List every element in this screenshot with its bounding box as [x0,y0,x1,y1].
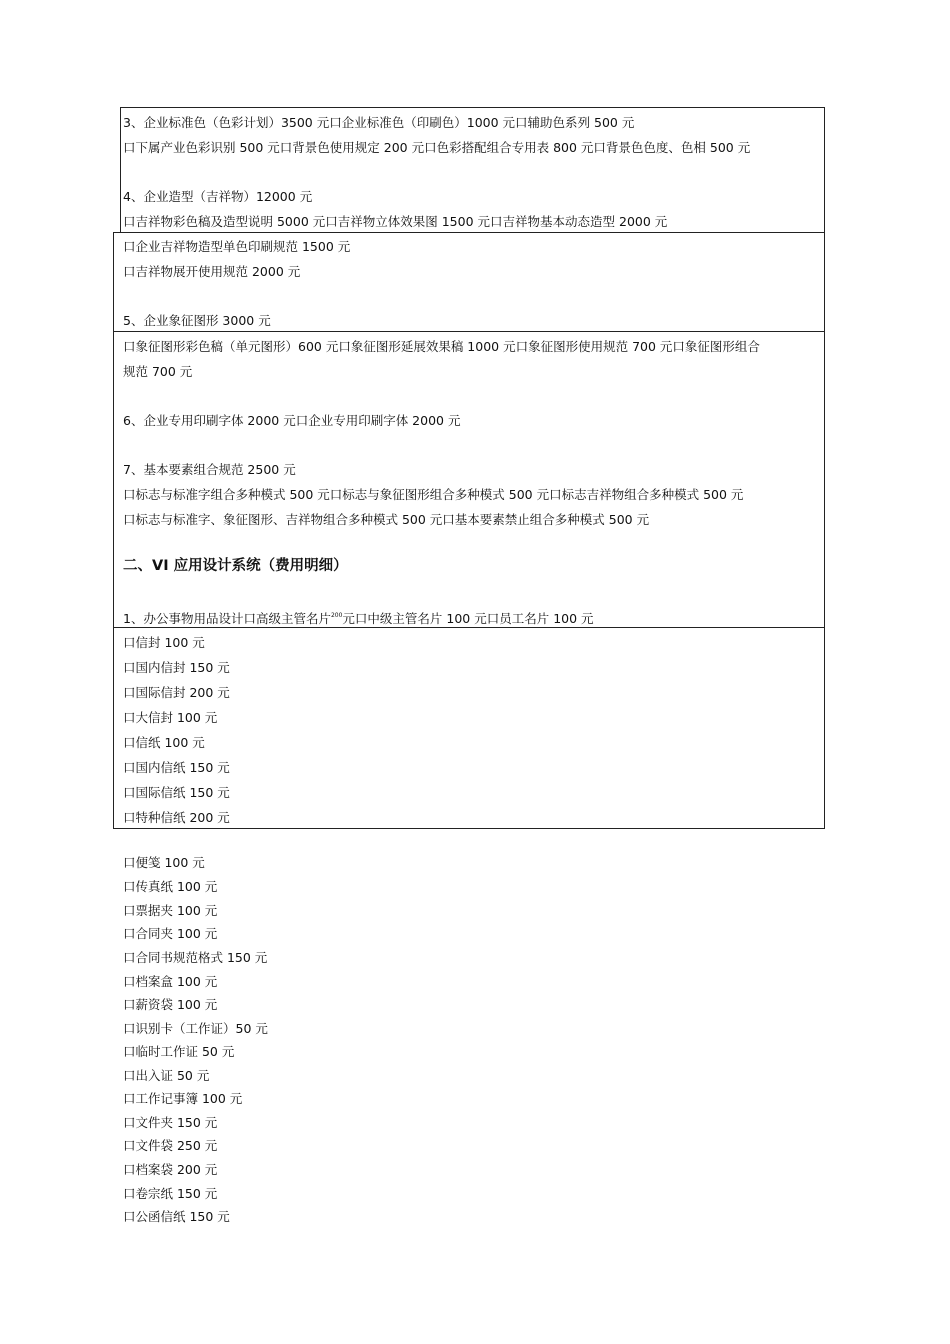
list-item: 口国内信封 150 元 [123,660,230,675]
list-item: 口文件袋 250 元 [123,1138,218,1153]
list-item: 口工作记事簿 100 元 [123,1091,243,1106]
list-item: 口文件夹 150 元 [123,1115,218,1130]
section4-item-extend: 口吉祥物展开使用规范 2000 元 [123,264,301,279]
section-heading-vi-application: 二、VI 应用设计系统（费用明细） [123,558,348,574]
list-item: 口特种信纸 200 元 [123,810,230,825]
section5-items-cont: 规范 700 元 [123,364,193,379]
list-item: 口档案盒 100 元 [123,974,218,989]
section3-items: 口下属产业色彩识别 500 元口背景色使用规定 200 元口色彩搭配组合专用表 800 元口背景色色度、色相 500 元 [123,140,751,155]
list-item: 口信封 100 元 [123,635,205,650]
section7-title: 7、基本要素组合规范 2500 元 [123,462,296,477]
office-line-start: 1、办公事物用品设计口高级主管名片 [123,611,331,626]
section6-title: 6、企业专用印刷字体 2000 元口企业专用印刷字体 2000 元 [123,413,461,428]
section5-items: 口象征图形彩色稿（单元图形）600 元口象征图形延展效果稿 1000 元口象征图形使用规范 700 元口象征图形组合 [123,339,760,354]
office-line-end: 元口中级主管名片 100 元口员工名片 100 元 [342,611,594,626]
list-item: 口临时工作证 50 元 [123,1044,235,1059]
list-item: 口国际信封 200 元 [123,685,230,700]
table-frame-3 [113,331,825,628]
list-item: 口传真纸 100 元 [123,879,218,894]
list-item: 口档案袋 200 元 [123,1162,218,1177]
list-item: 口卷宗纸 150 元 [123,1186,218,1201]
list-item: 口票据夹 100 元 [123,903,218,918]
office-supplies-line [123,608,594,627]
section7-items: 口标志与标准字组合多种模式 500 元口标志与象征图形组合多种模式 500 元口标志吉祥物组合多种模式 500 元 [123,487,744,502]
section4-items: 口吉祥物彩色稿及造型说明 5000 元口吉祥物立体效果图 1500 元口吉祥物基本动态造型 2000 元 [123,214,668,229]
list-item: 口国际信纸 150 元 [123,785,230,800]
section4-title: 4、企业造型（吉祥物）12000 元 [123,189,313,204]
list-item: 口合同夹 100 元 [123,926,218,941]
list-item: 口大信封 100 元 [123,710,218,725]
list-item: 口公函信纸 150 元 [123,1209,230,1224]
list-item: 口识别卡（工作证）50 元 [123,1021,268,1036]
list-item: 口出入证 50 元 [123,1068,210,1083]
list-item: 口合同书规范格式 150 元 [123,950,268,965]
list-item: 口国内信纸 150 元 [123,760,230,775]
list-item: 口信纸 100 元 [123,735,205,750]
office-line-superscript: 200 [330,612,343,619]
list-item: 口薪资袋 100 元 [123,997,218,1012]
section4-item-mono: 口企业吉祥物造型单色印刷规范 1500 元 [123,239,351,254]
section3-title: 3、企业标准色（色彩计划）3500 元口企业标准色（印刷色）1000 元口辅助色系列 500 元 [123,115,635,130]
section7-items-cont: 口标志与标准字、象征图形、吉祥物组合多种模式 500 元口基本要素禁止组合多种模式 500 元 [123,512,650,527]
list-item: 口便笺 100 元 [123,855,205,870]
section5-title: 5、企业象征图形 3000 元 [123,313,271,328]
